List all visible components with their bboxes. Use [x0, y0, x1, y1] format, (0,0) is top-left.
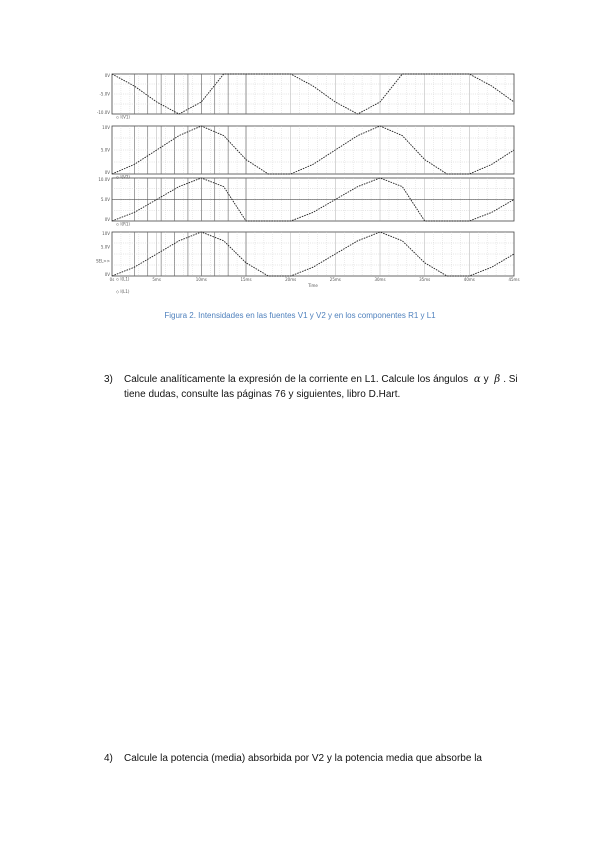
question-4: [104, 751, 544, 767]
question-number: 3): [104, 374, 113, 385]
y-tick-label: 5.0V: [100, 197, 110, 202]
x-axis-label: Time: [308, 283, 318, 288]
question-text-part: . Si: [503, 374, 518, 385]
alpha-symbol: α: [473, 374, 481, 385]
x-tick-label: 0s: [109, 277, 115, 282]
y-tick-label: 10.0V: [98, 177, 110, 182]
y-tick-label: 10V: [102, 125, 110, 130]
question-text-part: Calcule analíticamente la expresión de la corriente en L1. Calcule los ángulos: [124, 374, 469, 385]
y-tick-label: 0V: [104, 217, 110, 222]
y-tick-label: 10V: [102, 231, 110, 236]
figure-caption: Figura 2. Intensidades en las fuentes V1 y V2 y en los componentes R1 y L1: [164, 311, 436, 320]
trace-label: ◇ I(L1): [116, 289, 130, 294]
y-tick-label: 0V: [104, 272, 110, 277]
trace-label: ◇ I(V1): [116, 114, 130, 120]
waveform-figure: [86, 66, 520, 298]
question-number: 4): [104, 753, 113, 764]
question-3: [104, 372, 544, 404]
x-tick-label: 30ms: [374, 277, 386, 282]
x-tick-label: 20ms: [285, 277, 297, 282]
trace-label: ◇ I(V2): [116, 174, 130, 180]
x-tick-label: 40ms: [463, 277, 475, 282]
x-tick-label: 15ms: [240, 277, 252, 282]
y-tick-label: 5.0V: [100, 244, 110, 250]
x-tick-label: 10ms: [195, 277, 207, 282]
y-tick-label: -5.0V: [99, 91, 110, 97]
trace-label: ◇ I(L1): [116, 276, 130, 282]
y-tick-label: 0V: [104, 73, 110, 78]
trace-label: ◇ I(R1): [116, 221, 130, 227]
y-tick-label: SEL>>: [96, 258, 110, 264]
beta-symbol: β: [494, 374, 501, 385]
x-tick-label: 35ms: [419, 277, 431, 282]
x-tick-label: 5ms: [152, 277, 161, 282]
question-text-part: tiene dudas, consulte las páginas 76 y siguientes, libro D.Hart.: [124, 389, 401, 400]
y-tick-label: 0V: [104, 170, 110, 175]
waveform-plot: [86, 66, 520, 298]
question-text: Calcule la potencia (media) absorbida por V2 y la potencia media que absorbe la: [124, 753, 482, 764]
x-tick-label: 25ms: [329, 277, 341, 282]
x-tick-label: 45ms: [508, 277, 520, 282]
y-tick-label: -10.0V: [96, 110, 110, 115]
question-text-part: y: [483, 374, 489, 385]
question-text: [124, 372, 536, 402]
y-tick-label: 5.0V: [100, 147, 110, 153]
